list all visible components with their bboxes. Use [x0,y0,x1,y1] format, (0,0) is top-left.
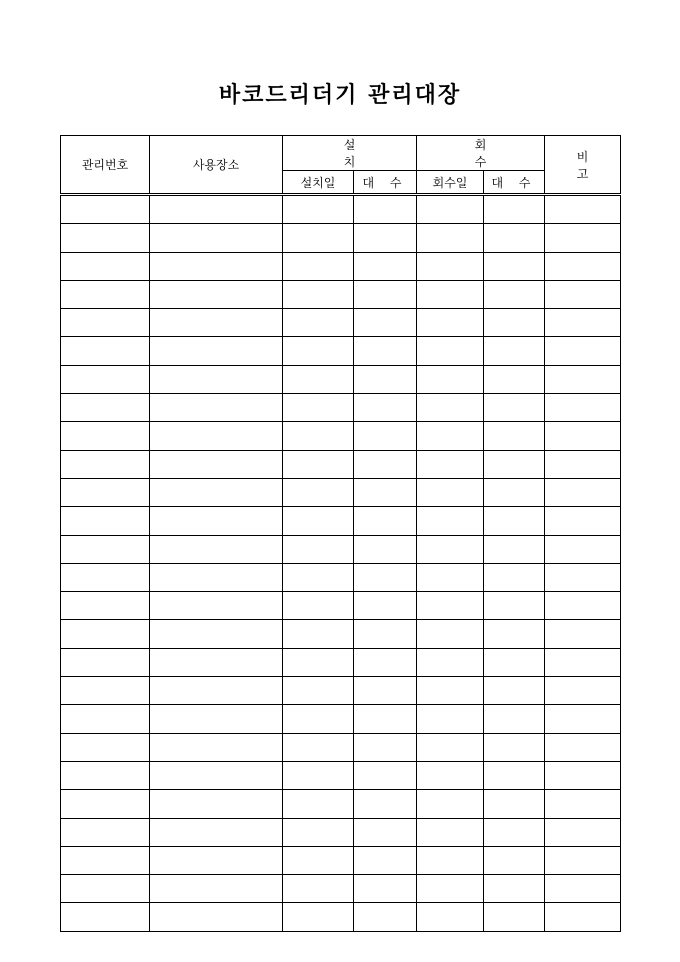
cell-recovery-date[interactable] [417,761,484,789]
cell-management-no[interactable] [61,790,150,818]
cell-recovery-date[interactable] [417,478,484,506]
cell-remarks[interactable] [545,309,621,337]
cell-install-date[interactable] [283,761,354,789]
cell-remarks[interactable] [545,592,621,620]
cell-remarks[interactable] [545,450,621,478]
cell-install-qty[interactable] [354,790,417,818]
table-row [61,620,621,648]
cell-recovery-qty[interactable] [484,422,545,450]
cell-install-qty[interactable] [354,761,417,789]
table-row [61,903,621,931]
cell-location[interactable] [150,903,283,931]
cell-remarks[interactable] [545,620,621,648]
cell-install-date[interactable] [283,337,354,365]
cell-management-no[interactable] [61,224,150,252]
cell-management-no[interactable] [61,337,150,365]
cell-recovery-qty[interactable] [484,733,545,761]
table-row [61,252,621,280]
cell-location[interactable] [150,563,283,591]
table-row [61,592,621,620]
table-row [61,846,621,874]
cell-recovery-date[interactable] [417,252,484,280]
table-row [61,535,621,563]
cell-recovery-date[interactable] [417,705,484,733]
table-row [61,394,621,422]
cell-install-date[interactable] [283,677,354,705]
cell-recovery-date[interactable] [417,875,484,903]
cell-recovery-qty[interactable] [484,903,545,931]
cell-install-qty[interactable] [354,365,417,393]
cell-remarks[interactable] [545,705,621,733]
cell-remarks[interactable] [545,535,621,563]
cell-install-date[interactable] [283,450,354,478]
cell-management-no[interactable] [61,252,150,280]
cell-recovery-date[interactable] [417,450,484,478]
cell-install-qty[interactable] [354,563,417,591]
cell-install-date[interactable] [283,648,354,676]
cell-install-qty[interactable] [354,648,417,676]
cell-install-date[interactable] [283,903,354,931]
cell-management-no[interactable] [61,903,150,931]
cell-remarks[interactable] [545,648,621,676]
cell-recovery-date[interactable] [417,280,484,308]
cell-location[interactable] [150,705,283,733]
cell-install-qty[interactable] [354,280,417,308]
cell-location[interactable] [150,535,283,563]
table-row [61,563,621,591]
table-row [61,224,621,252]
cell-remarks[interactable] [545,903,621,931]
cell-location[interactable] [150,309,283,337]
cell-install-qty[interactable] [354,478,417,506]
cell-recovery-qty[interactable] [484,224,545,252]
cell-location[interactable] [150,478,283,506]
cell-location[interactable] [150,337,283,365]
cell-management-no[interactable] [61,620,150,648]
cell-recovery-qty[interactable] [484,563,545,591]
cell-recovery-qty[interactable] [484,677,545,705]
cell-install-qty[interactable] [354,422,417,450]
table-row [61,733,621,761]
table-header [61,136,621,195]
cell-remarks[interactable] [545,846,621,874]
cell-install-date[interactable] [283,365,354,393]
cell-recovery-date[interactable] [417,195,484,224]
cell-install-qty[interactable] [354,875,417,903]
cell-install-qty[interactable] [354,733,417,761]
cell-install-date[interactable] [283,478,354,506]
cell-install-date[interactable] [283,195,354,224]
cell-recovery-qty[interactable] [484,450,545,478]
cell-location[interactable] [150,677,283,705]
cell-location[interactable] [150,846,283,874]
cell-install-date[interactable] [283,280,354,308]
cell-location[interactable] [150,252,283,280]
cell-install-date[interactable] [283,252,354,280]
cell-recovery-qty[interactable] [484,592,545,620]
cell-remarks[interactable] [545,478,621,506]
cell-recovery-date[interactable] [417,224,484,252]
cell-recovery-qty[interactable] [484,875,545,903]
cell-recovery-qty[interactable] [484,846,545,874]
cell-management-no[interactable] [61,535,150,563]
cell-location[interactable] [150,195,283,224]
cell-install-qty[interactable] [354,846,417,874]
cell-install-date[interactable] [283,790,354,818]
cell-remarks[interactable] [545,422,621,450]
cell-location[interactable] [150,224,283,252]
cell-install-date[interactable] [283,507,354,535]
header-install-date: 설치일 [283,171,354,195]
cell-install-qty[interactable] [354,337,417,365]
header-remarks: 비 고 [545,136,621,195]
cell-install-date[interactable] [283,224,354,252]
cell-location[interactable] [150,733,283,761]
header-install-qty: 대 수 [354,171,417,195]
cell-management-no[interactable] [61,733,150,761]
cell-install-qty[interactable] [354,394,417,422]
cell-remarks[interactable] [545,224,621,252]
table-body [61,195,621,932]
cell-recovery-date[interactable] [417,818,484,846]
cell-remarks[interactable] [545,337,621,365]
cell-recovery-qty[interactable] [484,280,545,308]
cell-recovery-date[interactable] [417,903,484,931]
cell-management-no[interactable] [61,195,150,224]
cell-management-no[interactable] [61,507,150,535]
cell-recovery-date[interactable] [417,309,484,337]
cell-recovery-qty[interactable] [484,648,545,676]
cell-recovery-date[interactable] [417,563,484,591]
cell-install-date[interactable] [283,535,354,563]
cell-install-date[interactable] [283,422,354,450]
cell-management-no[interactable] [61,846,150,874]
cell-remarks[interactable] [545,280,621,308]
cell-remarks[interactable] [545,875,621,903]
cell-management-no[interactable] [61,309,150,337]
header-location: 사용장소 [150,136,283,195]
cell-remarks[interactable] [545,394,621,422]
cell-recovery-qty[interactable] [484,252,545,280]
cell-install-date[interactable] [283,309,354,337]
cell-remarks[interactable] [545,195,621,224]
cell-install-qty[interactable] [354,903,417,931]
cell-remarks[interactable] [545,677,621,705]
cell-recovery-qty[interactable] [484,761,545,789]
cell-management-no[interactable] [61,818,150,846]
cell-install-date[interactable] [283,875,354,903]
cell-recovery-qty[interactable] [484,535,545,563]
cell-management-no[interactable] [61,563,150,591]
cell-location[interactable] [150,507,283,535]
cell-recovery-date[interactable] [417,535,484,563]
cell-recovery-date[interactable] [417,648,484,676]
table-row [61,478,621,506]
header-recovery-date: 회수일 [417,171,484,195]
cell-recovery-date[interactable] [417,507,484,535]
cell-recovery-qty[interactable] [484,818,545,846]
cell-install-date[interactable] [283,818,354,846]
cell-install-qty[interactable] [354,507,417,535]
cell-recovery-date[interactable] [417,733,484,761]
cell-location[interactable] [150,620,283,648]
cell-install-date[interactable] [283,592,354,620]
cell-recovery-date[interactable] [417,394,484,422]
header-recovery-group: 회 수 [417,136,545,171]
table-row [61,507,621,535]
cell-management-no[interactable] [61,365,150,393]
cell-recovery-qty[interactable] [484,309,545,337]
cell-recovery-date[interactable] [417,365,484,393]
cell-install-date[interactable] [283,705,354,733]
cell-remarks[interactable] [545,563,621,591]
table-row [61,790,621,818]
cell-location[interactable] [150,790,283,818]
cell-recovery-qty[interactable] [484,507,545,535]
table-row [61,875,621,903]
table-row [61,280,621,308]
cell-install-qty[interactable] [354,224,417,252]
cell-install-date[interactable] [283,394,354,422]
cell-location[interactable] [150,365,283,393]
cell-recovery-qty[interactable] [484,790,545,818]
header-install-group: 설 치 [283,136,417,171]
cell-management-no[interactable] [61,648,150,676]
cell-remarks[interactable] [545,790,621,818]
cell-recovery-date[interactable] [417,592,484,620]
cell-management-no[interactable] [61,422,150,450]
table-row [61,648,621,676]
cell-location[interactable] [150,450,283,478]
cell-location[interactable] [150,875,283,903]
cell-recovery-date[interactable] [417,790,484,818]
cell-location[interactable] [150,818,283,846]
cell-install-qty[interactable] [354,705,417,733]
cell-location[interactable] [150,592,283,620]
cell-recovery-qty[interactable] [484,705,545,733]
cell-location[interactable] [150,761,283,789]
cell-location[interactable] [150,422,283,450]
ledger-table [60,135,621,932]
cell-recovery-qty[interactable] [484,394,545,422]
cell-management-no[interactable] [61,478,150,506]
cell-management-no[interactable] [61,280,150,308]
cell-management-no[interactable] [61,705,150,733]
cell-install-qty[interactable] [354,592,417,620]
cell-recovery-qty[interactable] [484,365,545,393]
cell-recovery-qty[interactable] [484,337,545,365]
cell-install-qty[interactable] [354,309,417,337]
cell-remarks[interactable] [545,365,621,393]
table-row [61,309,621,337]
table-row [61,705,621,733]
cell-remarks[interactable] [545,507,621,535]
cell-remarks[interactable] [545,252,621,280]
cell-install-qty[interactable] [354,450,417,478]
cell-install-qty[interactable] [354,252,417,280]
table-row [61,761,621,789]
cell-management-no[interactable] [61,592,150,620]
cell-location[interactable] [150,394,283,422]
cell-recovery-date[interactable] [417,422,484,450]
cell-management-no[interactable] [61,875,150,903]
cell-management-no[interactable] [61,761,150,789]
header-management-no: 관리번호 [61,136,150,195]
table-row [61,195,621,224]
cell-install-qty[interactable] [354,535,417,563]
cell-management-no[interactable] [61,394,150,422]
table-row [61,337,621,365]
cell-install-date[interactable] [283,733,354,761]
cell-install-date[interactable] [283,620,354,648]
cell-recovery-date[interactable] [417,620,484,648]
cell-recovery-qty[interactable] [484,478,545,506]
header-recovery-qty: 대 수 [484,171,545,195]
cell-remarks[interactable] [545,761,621,789]
cell-recovery-qty[interactable] [484,620,545,648]
cell-location[interactable] [150,648,283,676]
table-row [61,422,621,450]
cell-remarks[interactable] [545,818,621,846]
cell-location[interactable] [150,280,283,308]
cell-remarks[interactable] [545,733,621,761]
cell-install-qty[interactable] [354,677,417,705]
table-row [61,365,621,393]
cell-recovery-qty[interactable] [484,195,545,224]
cell-install-qty[interactable] [354,195,417,224]
cell-install-date[interactable] [283,563,354,591]
cell-management-no[interactable] [61,450,150,478]
cell-install-qty[interactable] [354,620,417,648]
page-title: 바코드리더기 관리대장 [218,82,462,108]
table-row [61,677,621,705]
table-row [61,818,621,846]
cell-recovery-date[interactable] [417,677,484,705]
cell-management-no[interactable] [61,677,150,705]
cell-install-date[interactable] [283,846,354,874]
cell-recovery-date[interactable] [417,337,484,365]
cell-recovery-date[interactable] [417,846,484,874]
table-row [61,450,621,478]
cell-install-qty[interactable] [354,818,417,846]
